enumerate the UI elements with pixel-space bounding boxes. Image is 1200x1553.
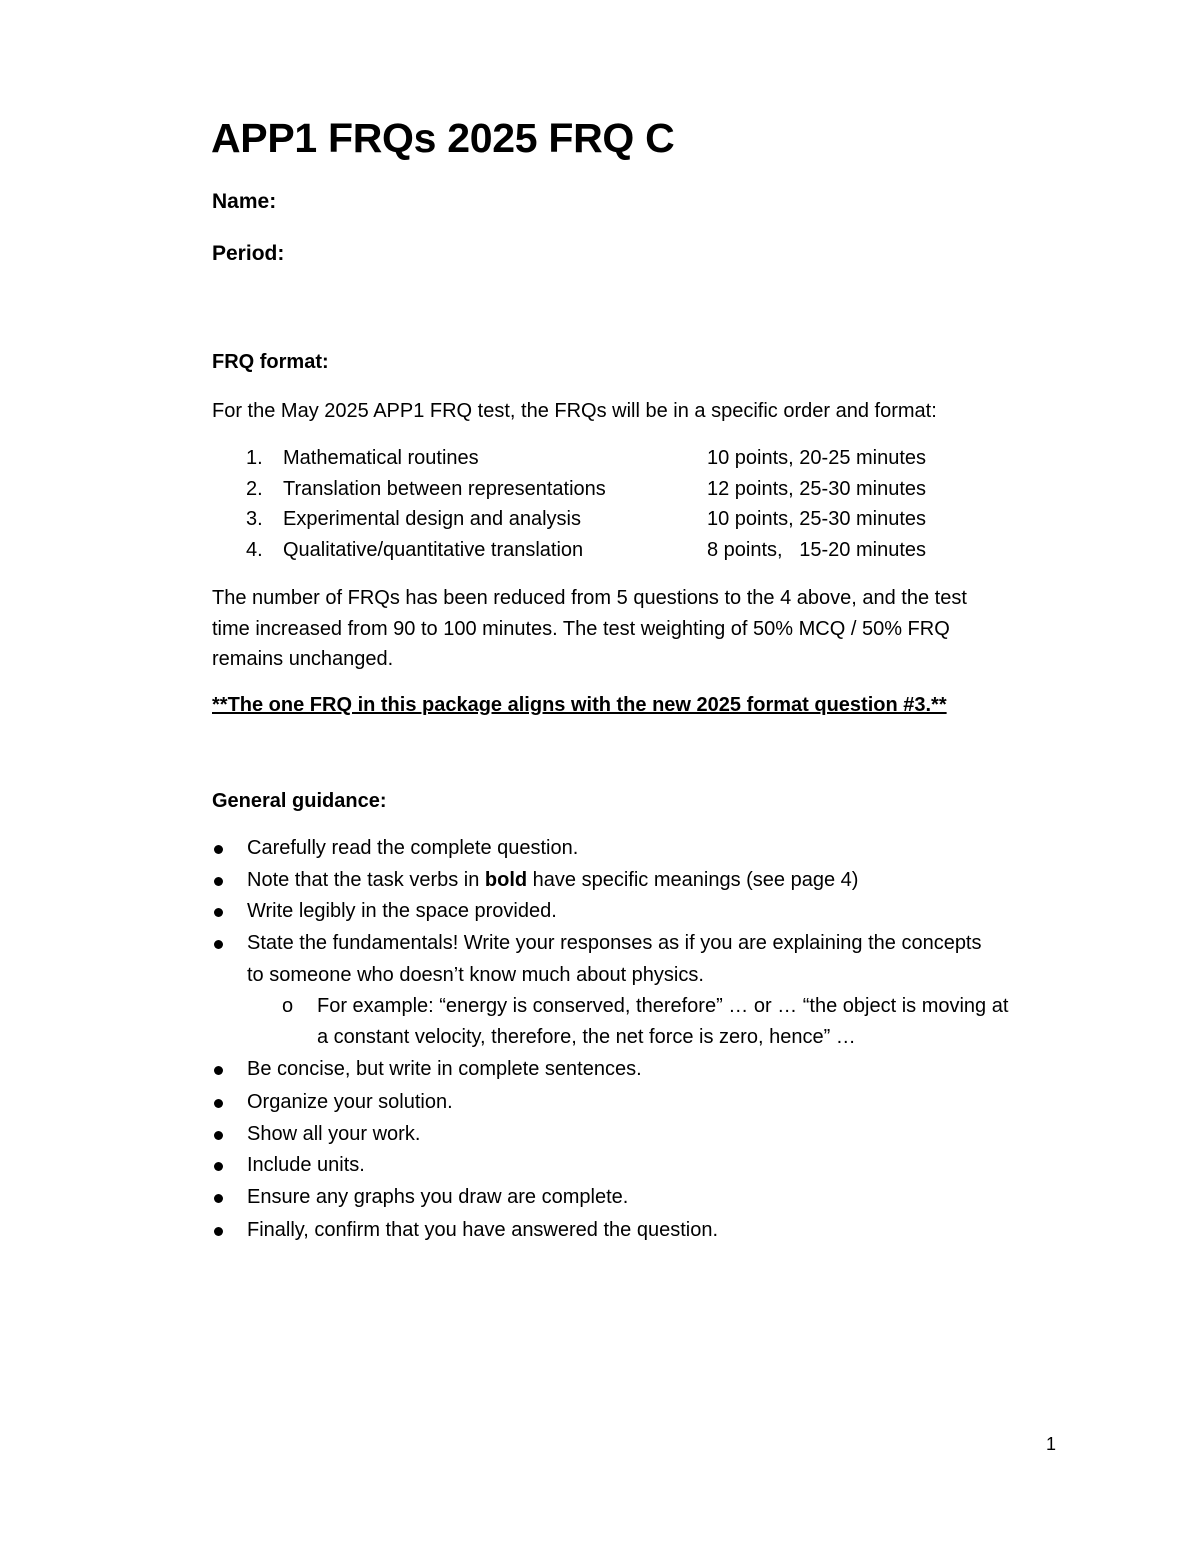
page-number: 1: [1046, 1434, 1057, 1454]
bullet-icon: [214, 845, 223, 854]
bullet-text: to someone who doesn’t know much about physics.: [247, 964, 704, 986]
list-text: Qualitative/quantitative translation: [283, 539, 584, 561]
format-note-line3: remains unchanged.: [212, 648, 394, 670]
page-title: APP1 FRQs 2025 FRQ C: [211, 115, 675, 161]
bullet-text: State the fundamentals! Write your responses as if you are explaining the concepts: [247, 932, 982, 954]
list-points: 10 points, 25-30 minutes: [707, 508, 927, 530]
list-item: [246, 443, 966, 473]
bullet-text: Write legibly in the space provided.: [247, 900, 557, 922]
list-number: 4.: [246, 539, 263, 561]
list-points: 8 points, 15-20 minutes: [707, 539, 927, 561]
list-points: 12 points, 25-30 minutes: [707, 478, 927, 500]
format-note-line2: time increased from 90 to 100 minutes. The test weighting of 50% MCQ / 50% FRQ: [212, 618, 950, 640]
guidance-heading: General guidance:: [212, 790, 387, 812]
bold-word: bold: [484, 869, 528, 891]
bullet-text-post: have specific meanings (see page 4): [527, 869, 859, 891]
list-text: Mathematical routines: [283, 447, 479, 469]
sub-bullet-text: a constant velocity, therefore, the net force is zero, hence” …: [317, 1026, 856, 1048]
bullet-icon: [214, 1066, 223, 1075]
bullet-text: Carefully read the complete question.: [247, 837, 579, 859]
list-text: Translation between representations: [283, 478, 606, 500]
bullet-icon: [214, 940, 223, 949]
bullet-icon: [214, 1227, 223, 1236]
format-note-line1: The number of FRQs has been reduced from 5 questions to the 4 above, and the test: [212, 587, 967, 609]
bullet-text: [247, 865, 858, 897]
alignment-note: **The one FRQ in this package aligns with the new 2025 format question #3.**: [212, 694, 947, 716]
bullet-text-pre: Note that the task verbs in: [247, 869, 485, 891]
bullet-icon: [214, 1099, 223, 1108]
bullet-icon: [214, 877, 223, 886]
bullet-icon: [214, 908, 223, 917]
bullet-text: Finally, confirm that you have answered the question.: [247, 1219, 718, 1241]
list-item: [246, 474, 966, 504]
bullet-text: Be concise, but write in complete sentences.: [247, 1058, 642, 1080]
list-number: 1.: [246, 447, 263, 469]
period-label: Period:: [212, 242, 285, 265]
format-intro: For the May 2025 APP1 FRQ test, the FRQs will be in a specific order and format:: [212, 400, 937, 422]
bullet-icon: [214, 1162, 223, 1171]
list-item: [246, 535, 966, 565]
list-number: 2.: [246, 478, 263, 500]
bullet-text: Ensure any graphs you draw are complete.: [247, 1186, 629, 1208]
name-label: Name:: [212, 190, 277, 213]
bullet-icon: [214, 1131, 223, 1140]
sub-bullet-icon: o: [282, 995, 294, 1017]
list-item: [246, 504, 966, 534]
format-heading: FRQ format:: [212, 351, 329, 373]
bullet-icon: [214, 1194, 223, 1203]
bullet-text: Show all your work.: [247, 1123, 421, 1145]
list-number: 3.: [246, 508, 263, 530]
list-text: Experimental design and analysis: [283, 508, 581, 530]
list-points: 10 points, 20-25 minutes: [707, 447, 927, 469]
sub-bullet-text: For example: “energy is conserved, therefore” … or … “the object is moving at: [317, 995, 1009, 1017]
bullet-text: Organize your solution.: [247, 1091, 453, 1113]
bullet-text: Include units.: [247, 1154, 365, 1176]
